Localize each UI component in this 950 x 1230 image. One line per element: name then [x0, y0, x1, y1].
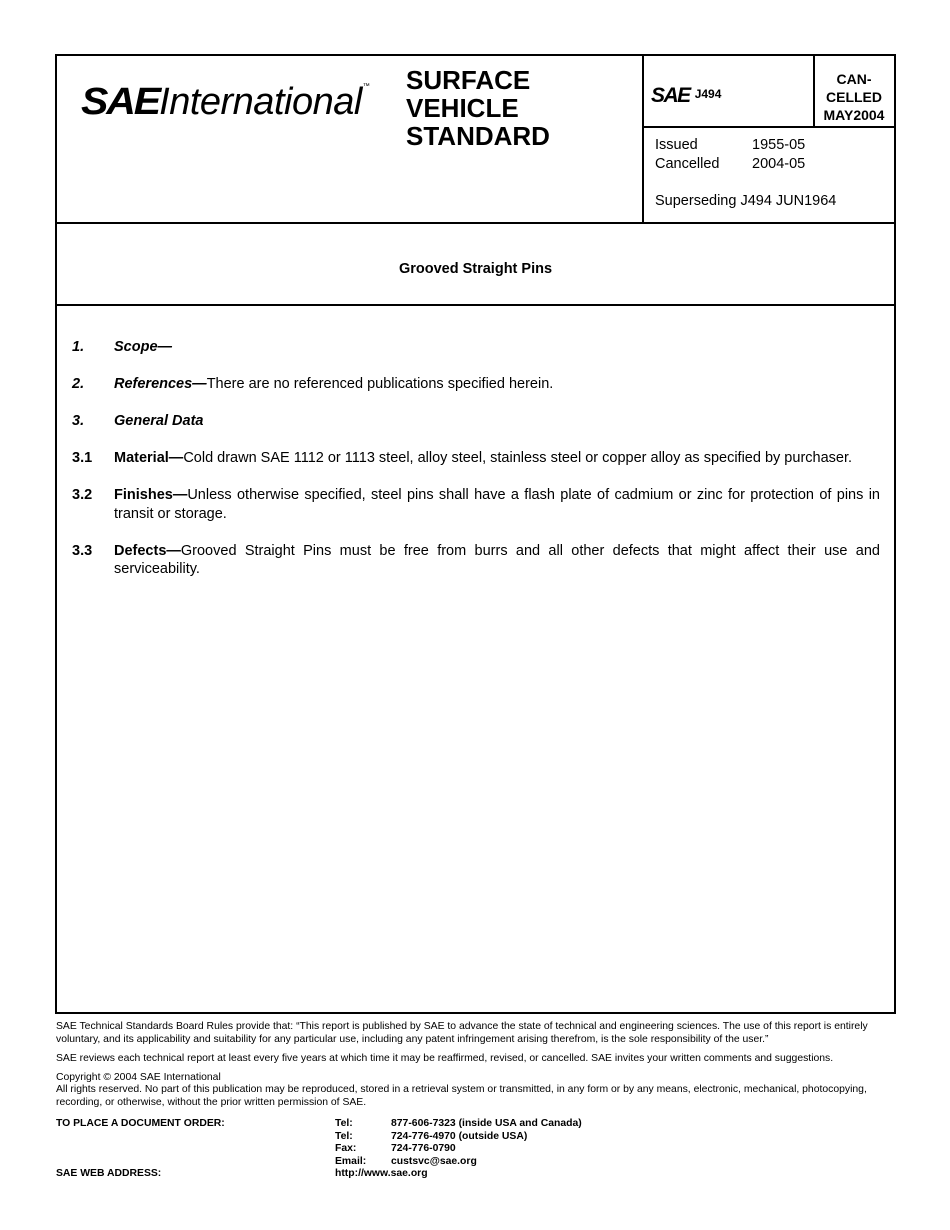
status-line: MAY2004 [823, 107, 885, 123]
contact-value[interactable]: 724-776-4970 (outside USA) [391, 1130, 528, 1142]
logo-international: International [159, 81, 362, 123]
contact-row [335, 1156, 582, 1169]
logo-trademark: ™ [362, 83, 370, 90]
section-heading: Material— [114, 450, 184, 466]
section-heading: References— [114, 376, 207, 392]
section-heading: General Data [114, 413, 204, 429]
section-number: 3.1 [72, 450, 93, 466]
standard-type-line: VEHICLE [406, 93, 519, 123]
status-line: CAN- [836, 71, 872, 87]
section-heading: Defects— [114, 542, 181, 559]
section-heading: Finishes— [114, 487, 188, 503]
section-text: There are no referenced publications specified herein. [206, 376, 554, 392]
section-number: 3.3 [72, 542, 93, 559]
header-vertical-divider [642, 56, 644, 222]
review-notice: SAE reviews each technical report at least every five years at which time it may be reaffirmed, revised, or cancelled. SAE invites your written comments and suggestions. [56, 1053, 834, 1064]
section-number: 3. [72, 413, 85, 429]
status-line: CELLED [826, 89, 882, 105]
docid-sae-logo: SAE [651, 84, 690, 107]
cancelled-value: 2004-05 [752, 156, 806, 172]
standard-type-line: STANDARD [406, 121, 550, 151]
standard-type-line: SURFACE [406, 65, 531, 95]
header-divider [57, 222, 894, 224]
document-dates [655, 136, 836, 211]
order-label: TO PLACE A DOCUMENT ORDER: [56, 1118, 225, 1129]
footer-fine-print [56, 1021, 896, 1109]
section-number: 2. [72, 376, 85, 392]
email-link[interactable]: custsvc@sae.org [391, 1155, 477, 1167]
section-text: Cold drawn SAE 1112 or 1113 steel, alloy steel, stainless steel or copper alloy as specified by purchaser. [183, 450, 853, 466]
superseding-note: Superseding J494 JUN1964 [655, 193, 837, 209]
section-material [72, 449, 880, 468]
section-heading: Scope— [114, 339, 173, 355]
contact-label: Tel: [335, 1118, 353, 1129]
web-address-label: SAE WEB ADDRESS: [56, 1168, 162, 1179]
document-frame [55, 54, 896, 1014]
docid-divider [642, 126, 894, 128]
section-text: Grooved Straight Pins must be free from burrs and all other defects that might affect their use and serviceability. [114, 542, 880, 577]
web-address-link[interactable]: http://www.sae.org [335, 1168, 428, 1179]
status-badge [816, 56, 892, 126]
contact-list [335, 1118, 582, 1181]
section-number: 1. [72, 339, 85, 355]
contact-row [335, 1143, 582, 1156]
cancelled-label: Cancelled [655, 156, 720, 172]
section-finishes [72, 486, 880, 523]
cancelled-row [655, 155, 836, 174]
issued-row [655, 136, 836, 155]
logo-sae: SAE [81, 81, 159, 123]
contact-row [335, 1131, 582, 1144]
contact-value[interactable]: 877-606-7323 (inside USA and Canada) [391, 1118, 582, 1129]
section-scope [72, 338, 880, 357]
document-title: Grooved Straight Pins [398, 261, 553, 277]
rules-notice: SAE Technical Standards Board Rules provide that: “This report is published by SAE to advance the state of technical and engineering sciences. The use of this report is entirely voluntary, and its applicability and suitability for any particular use, including any patent infringement arising therefrom, is the sole responsibility of the user.” [56, 1021, 868, 1045]
section-general-data [72, 412, 880, 431]
document-id [651, 84, 721, 108]
section-number: 3.2 [72, 487, 93, 503]
issued-label: Issued [655, 137, 698, 153]
section-defects [72, 542, 880, 579]
copyright: Copyright © 2004 SAE International [56, 1071, 221, 1083]
contact-value[interactable]: 724-776-0790 [391, 1143, 456, 1154]
issued-value: 1955-05 [752, 137, 806, 153]
document-number: J494 [694, 87, 722, 101]
sae-international-logo [81, 78, 369, 122]
status-box-divider [813, 56, 815, 128]
contact-label: Fax: [335, 1143, 357, 1154]
contact-row [335, 1118, 582, 1131]
contact-label: Tel: [335, 1130, 353, 1142]
rights-notice: All rights reserved. No part of this publication may be reproduced, stored in a retrieval system or transmitted, in any form or by any means, electronic, mechanical, photocopying, recording, or otherwise, without the prior written permission of SAE. [56, 1084, 867, 1108]
section-text: Unless otherwise specified, steel pins shall have a flash plate of cadmium or zinc for protection of pins in transit or storage. [114, 487, 880, 522]
contact-label: Email: [335, 1155, 367, 1167]
document-body [72, 338, 880, 597]
title-divider [57, 304, 894, 306]
standard-type [406, 66, 550, 150]
section-references [72, 375, 880, 394]
